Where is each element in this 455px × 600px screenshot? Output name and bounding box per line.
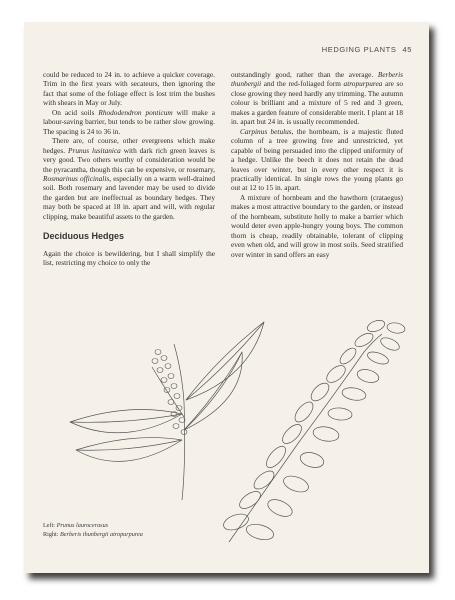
section-heading: Deciduous Hedges xyxy=(43,231,125,242)
paragraph: Carpinus betulus, the hornbeam, is a majestic fluted column of a tree growing free and unrestricted, yet capable of being persuaded into the clipped uniformity of a hedge. Unlike the beech it does not retain the dead leaves over winter, but in every other respect it is practically identical. In single rows the young plants go out at 12 to 15 in. apart. xyxy=(231,126,404,193)
leaf-midrib xyxy=(186,322,264,400)
berberis-leaves xyxy=(221,318,405,542)
caption-left: Left: Prunus laurocerasus xyxy=(43,522,109,529)
caption-right: Right: Berberis thunbergii atropurpurea xyxy=(43,530,143,538)
laurel-branch xyxy=(152,367,184,417)
figure-caption xyxy=(43,522,143,539)
page-number: 45 xyxy=(402,45,412,54)
paragraph: On acid soils Rhododendron ponticum will make a labour-saving barrier, but tends to be rather slow growing. The spacing is 24 to 36 in. xyxy=(43,107,215,136)
paragraph: could be reduced to 24 in. to achieve a quicker coverage. Trim in the first years with secateurs, then ignoring the fact that some of the foliage effect is lost trim the bushes with shears in May or July. xyxy=(43,70,215,108)
laurel-leaf xyxy=(186,322,264,400)
book-page xyxy=(24,22,429,573)
paragraph: outstandingly good, rather than the average. Berberis thunbergii and the red-foliaged form atropurpurea are so close growing they need hardly any trimming. The autumn colour is brilliant and a mixture of 5 red and 3 green, makes a garden feature of considerable merit. I plant at 18 in. apart but 24 in. is usually recommended. xyxy=(231,70,403,127)
berberis-stem xyxy=(229,334,382,542)
paragraph: There are, of course, other evergreens which make hedges. Prunus lusitanica with dark rich green leaves is very good. Two others worthy of consideration would be the pyracantha, though this can be expensive, or rosemary, Rosmarinus officinalis, especially on a warm well-drained soil. Both rosemary and lavender may be used to divide the garden but are ineffectual as boundary hedges. They may both be spaced at 18 in. apart and will, with regular clipping, make beautiful assets to the garden. xyxy=(43,136,216,221)
section-title: HEDGING PLANTS xyxy=(321,45,397,54)
laurel-flower-spike xyxy=(152,350,187,435)
paragraph: Again the choice is bewildering, but I shall simplify the list, restricting my choice to only the xyxy=(43,248,215,268)
laurel-stem xyxy=(174,344,185,500)
laurel-leaf xyxy=(76,438,182,462)
botanical-illustration xyxy=(24,22,429,573)
leaf-midrib xyxy=(70,414,182,422)
paragraph: A mixture of hornbeam and the hawthorn (crataegus) makes a most attractive boundary to the garden, or instead of the hornbeam, substitute holly to make a barrier which would deter even apple-hungry young boys. The common thorn is cheap, readily obtainable, tolerant of clipping even when old, and will grow in most soils. Seed stratified over winter in sand offers an easy xyxy=(231,192,403,259)
